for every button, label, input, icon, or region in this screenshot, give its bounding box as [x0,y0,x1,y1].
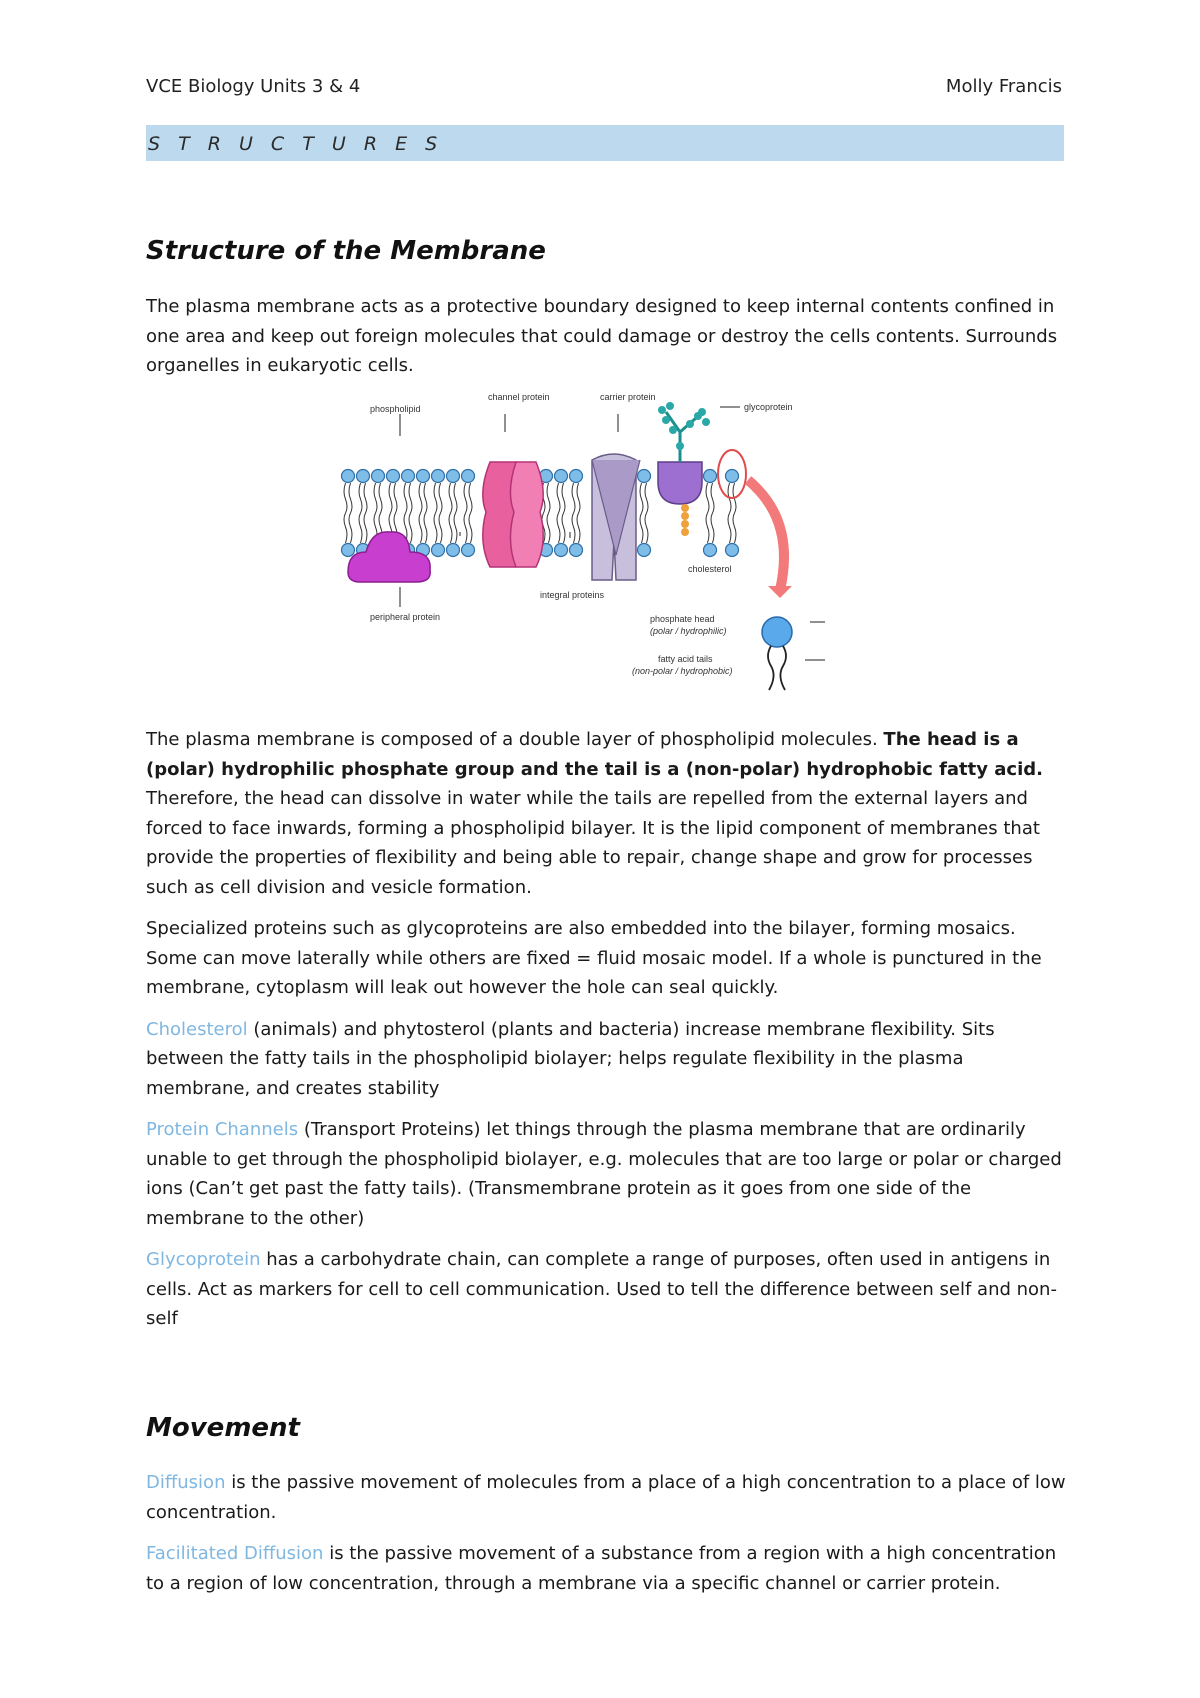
fatty-acid-tail [562,483,565,513]
fatty-acid-tail [469,513,472,543]
fatty-acid-tail [469,483,472,513]
fatty-acid-tail [572,513,575,543]
fatty-acid-tail [562,513,565,543]
fatty-acid-tail [711,483,714,513]
label-peripheral-protein: peripheral protein [370,612,441,622]
fatty-acid-tail [364,483,367,513]
phospholipid-head [726,470,739,483]
fatty-acid-tail [454,483,457,513]
paragraph-facilitated-diffusion: Facilitated Diffusion is the passive movement of a substance from a region with a high concentration to a region of low concentration, through a membrane via a specific channel or carrier protein. [146,1543,1057,1594]
phospholipid-head [638,470,651,483]
lone-phospholipid-head [762,617,792,647]
fatty-acid-tail [728,513,731,543]
fatty-acid-tail [454,513,457,543]
label-integral-proteins: integral proteins [540,590,605,600]
phospholipid-head [417,470,430,483]
label-glycoprotein: glycoprotein [744,402,793,412]
fatty-acid-tail [349,483,352,513]
fatty-acid-tail [706,483,709,513]
fatty-acid-tail [434,513,437,543]
fatty-acid-tail [404,483,407,513]
phospholipid-head [638,544,651,557]
membrane-figure [340,392,840,692]
label-phospholipid: phospholipid [370,404,421,414]
fatty-acid-tail [379,483,382,513]
label-phosphate-head: phosphate head [650,614,715,624]
fatty-acid-tail [344,483,347,513]
phospholipid-head [402,470,415,483]
fatty-acid-tail [439,513,442,543]
fatty-acid-tail [706,513,709,543]
fatty-acid-tail [424,513,427,543]
movement-body [146,1468,1066,1598]
phospholipid-head [462,470,475,483]
paragraph-glycoprotein: Glycoprotein has a carbohydrate chain, can complete a range of purposes, often used in antigens in cells. Act as markers for cell to cell communication. Used to tell the difference between self and non-self [146,1249,1057,1329]
header-course: VCE Biology Units 3 & 4 [146,76,361,97]
phospholipid-head [555,470,568,483]
fatty-acid-tail [557,513,560,543]
paragraph-mosaic: Specialized proteins such as glycoproteins are also embedded into the bilayer, forming mosaics. Some can move laterally while others are fixed = fluid mosaic model. If a whole is punctured in the membrane, cytoplasm will leak out however the hole can seal quickly. [146,918,1042,998]
label-fatty-acid-tails-sub: (non-polar / hydrophobic) [632,666,733,676]
fatty-acid-tail [645,513,648,543]
phospholipid-head [357,470,370,483]
fatty-acid-tail [359,483,362,513]
fatty-acid-tail [577,483,580,513]
phospholipid-head [447,470,460,483]
fatty-acid-tail [394,483,397,513]
fatty-acid-tail [449,513,452,543]
label-fatty-acid-tails: fatty acid tails [658,654,713,664]
fatty-acid-tail [547,483,550,513]
heading-membrane: Structure of the Membrane [146,236,546,266]
phospholipid-head [570,470,583,483]
fatty-acid-tail [439,483,442,513]
phospholipid-head [372,470,385,483]
label-cholesterol: cholesterol [688,564,732,574]
membrane-intro: The plasma membrane acts as a protective boundary designed to keep internal contents confined in one area and keep out foreign molecules that could damage or destroy the cells contents. Surrounds organelles in eukaryotic cells. [146,296,1058,376]
fatty-acid-tail [374,483,377,513]
fatty-acid-tail [464,513,467,543]
phospholipid-head [704,470,717,483]
fatty-acid-tail [547,513,550,543]
phospholipid-head [570,544,583,557]
fatty-acid-tail [711,513,714,543]
fatty-acid-tail [640,483,643,513]
paragraph-protein-channels: Protein Channels (Transport Proteins) let things through the plasma membrane that are ordinarily unable to get through the phospholipid biolayer, e.g. molecules that are too large or polar or charged ions (Can’t get past the fatty tails). (Transmembrane protein as it goes from one side of the membrane to the other) [146,1119,1062,1229]
label-carrier-protein: carrier protein [600,392,656,402]
phospholipid-head [555,544,568,557]
peripheral-protein [348,532,430,582]
fatty-acid-tail [557,483,560,513]
phospholipid-head [342,470,355,483]
fatty-acid-tail [572,483,575,513]
cholesterol-molecule [681,504,689,536]
fatty-acid-tail [419,483,422,513]
fatty-acid-tail [645,483,648,513]
fatty-acid-tail [409,483,412,513]
fatty-acid-tail [464,483,467,513]
fatty-acid-tail [434,483,437,513]
section-title: S T R U C T U R E S [148,133,444,155]
phospholipid-head [447,544,460,557]
label-phosphate-head-sub: (polar / hydrophilic) [650,626,727,636]
phospholipid-head [704,544,717,557]
fatty-acid-tail [733,513,736,543]
membrane-diagram [340,392,840,692]
fatty-acid-tail [409,513,412,543]
phospholipid-head [387,470,400,483]
fatty-acid-tail [424,483,427,513]
fatty-acid-tail [344,513,347,543]
phospholipid-head [342,544,355,557]
paragraph-cholesterol: Cholesterol (animals) and phytosterol (plants and bacteria) increase membrane flexibility. Sits between the fatty tails in the phospholipid biolayer; helps regulate flexibility in the plasma membrane, and creates stability [146,1018,995,1099]
phospholipid-head [462,544,475,557]
paragraph-bilayer: The plasma membrane is composed of a double layer of phospholipid molecules. The head is a (polar) hydrophilic phosphate group and the tail is a (non-polar) hydrophobic fatty acid. Therefore, the head can dissolve in water while the tails are repelled from the external layers and forced to face inwards, forming a phospholipid bilayer. It is the lipid component of membranes that provide the properties of flexibility and being able to repair, change shape and grow for processes such as cell division and vesicle formation. [146,729,1043,898]
fatty-acid-tail [419,513,422,543]
phospholipid-head [432,544,445,557]
phospholipid-head [432,470,445,483]
paragraph-diffusion: Diffusion is the passive movement of molecules from a place of a high concentration to a place of low concentration. [146,1472,1066,1523]
fatty-acid-tail [577,513,580,543]
label-channel-protein: channel protein [488,392,550,402]
heading-movement: Movement [146,1413,300,1443]
membrane-body [146,725,1066,1334]
header-author: Molly Francis [945,76,1062,97]
fatty-acid-tail [359,513,362,543]
section-band [146,125,1064,161]
glycoprotein-body [658,462,702,504]
fatty-acid-tail [364,513,367,543]
fatty-acid-tail [389,483,392,513]
phospholipid-head [726,544,739,557]
fatty-acid-tail [449,483,452,513]
fatty-acid-tail [349,513,352,543]
fatty-acid-tail [640,513,643,543]
